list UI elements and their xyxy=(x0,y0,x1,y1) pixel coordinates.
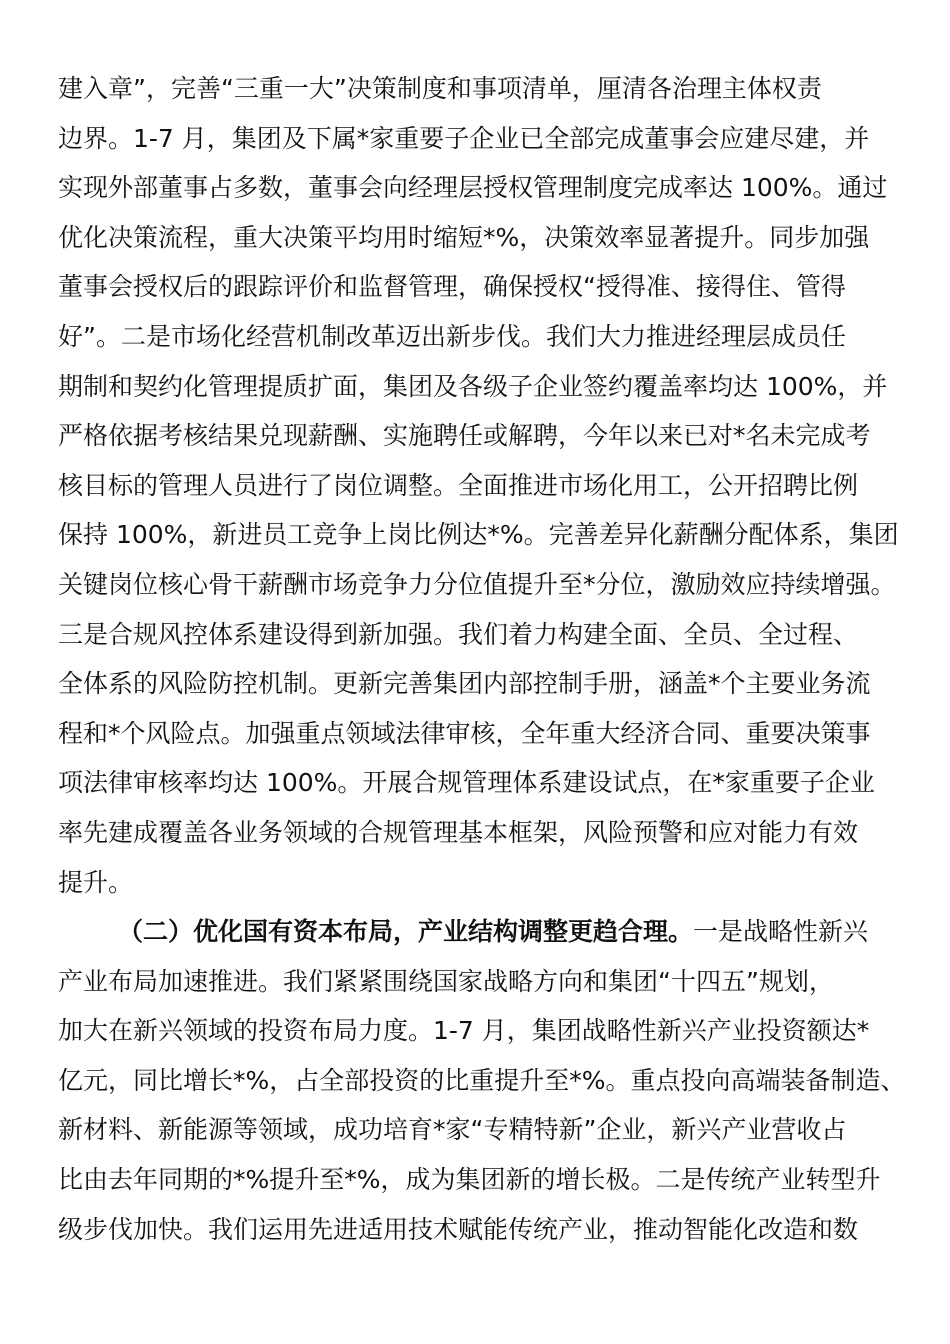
text-line: 关键岗位核心骨干薪酬市场竞争力分位值提升至*分位，激励效应持续增强。 xyxy=(58,569,896,599)
section-first-line xyxy=(58,907,908,957)
text-line: 董事会授权后的跟踪评价和监督管理，确保授权“授得准、接得住、管得 xyxy=(58,272,846,302)
text-line: 优化决策流程，重大决策平均用时缩短*%，决策效率显著提升。同步加强 xyxy=(58,222,870,252)
text-line: 新材料、新能源等领域，成功培育*家“专精特新”企业，新兴产业营收占 xyxy=(58,1115,847,1145)
text-line: 期制和契约化管理提质扩面，集团及各级子企业签约覆盖率均达 100%，并 xyxy=(58,371,888,401)
text-line: 实现外部董事占多数，董事会向经理层授权管理制度完成率达 100%。通过 xyxy=(58,173,888,203)
text-line: 率先建成覆盖各业务领域的合规管理基本框架，风险预警和应对能力有效 xyxy=(58,817,859,847)
text-line: 程和*个风险点。加强重点领域法律审核，全年重大经济合同、重要决策事 xyxy=(58,718,871,748)
section-first-line-text: 一是战略性新兴 xyxy=(693,917,869,947)
text-line: 产业布局加速推进。我们紧紧围绕国家战略方向和集团“十四五”规划， xyxy=(58,966,834,996)
text-line: 核目标的管理人员进行了岗位调整。全面推进市场化用工，公开招聘比例 xyxy=(58,470,859,500)
text-line: 项法律审核率均达 100%。开展合规管理体系建设试点，在*家重要子企业 xyxy=(58,768,875,798)
section-heading: （二）优化国有资本布局，产业结构调整更趋合理。 xyxy=(118,917,694,947)
text-line: 比由去年同期的*%提升至*%，成为集团新的增长极。二是传统产业转型升 xyxy=(58,1165,881,1195)
text-line: 边界。1-7 月，集团及下属*家重要子企业已全部完成董事会应建尽建，并 xyxy=(58,123,870,153)
text-line: 严格依据考核结果兑现薪酬、实施聘任或解聘，今年以来已对*名未完成考 xyxy=(58,421,871,451)
body-text xyxy=(58,64,908,1254)
text-line: 好”。二是市场化经营机制改革迈出新步伐。我们大力推进经理层成员任 xyxy=(58,321,846,351)
text-line: 保持 100%，新进员工竞争上岗比例达*%。完善差异化薪酬分配体系，集团 xyxy=(58,520,899,550)
text-line: 提升。 xyxy=(58,867,134,897)
text-line: 亿元，同比增长*%，占全部投资的比重提升至*%。重点投向高端装备制造、 xyxy=(58,1065,906,1095)
text-line: 建入章”，完善“三重一大”决策制度和事项清单，厘清各治理主体权责 xyxy=(58,74,822,103)
text-line: 全体系的风险防控机制。更新完善集团内部控制手册，涵盖*个主要业务流 xyxy=(58,669,871,699)
text-line: 加大在新兴领域的投资布局力度。1-7 月，集团战略性新兴产业投资额达* xyxy=(58,1016,870,1046)
text-line: 三是合规风控体系建设得到新加强。我们着力构建全面、全员、全过程、 xyxy=(58,619,859,649)
text-line: 级步伐加快。我们运用先进适用技术赋能传统产业，推动智能化改造和数 xyxy=(58,1214,859,1244)
